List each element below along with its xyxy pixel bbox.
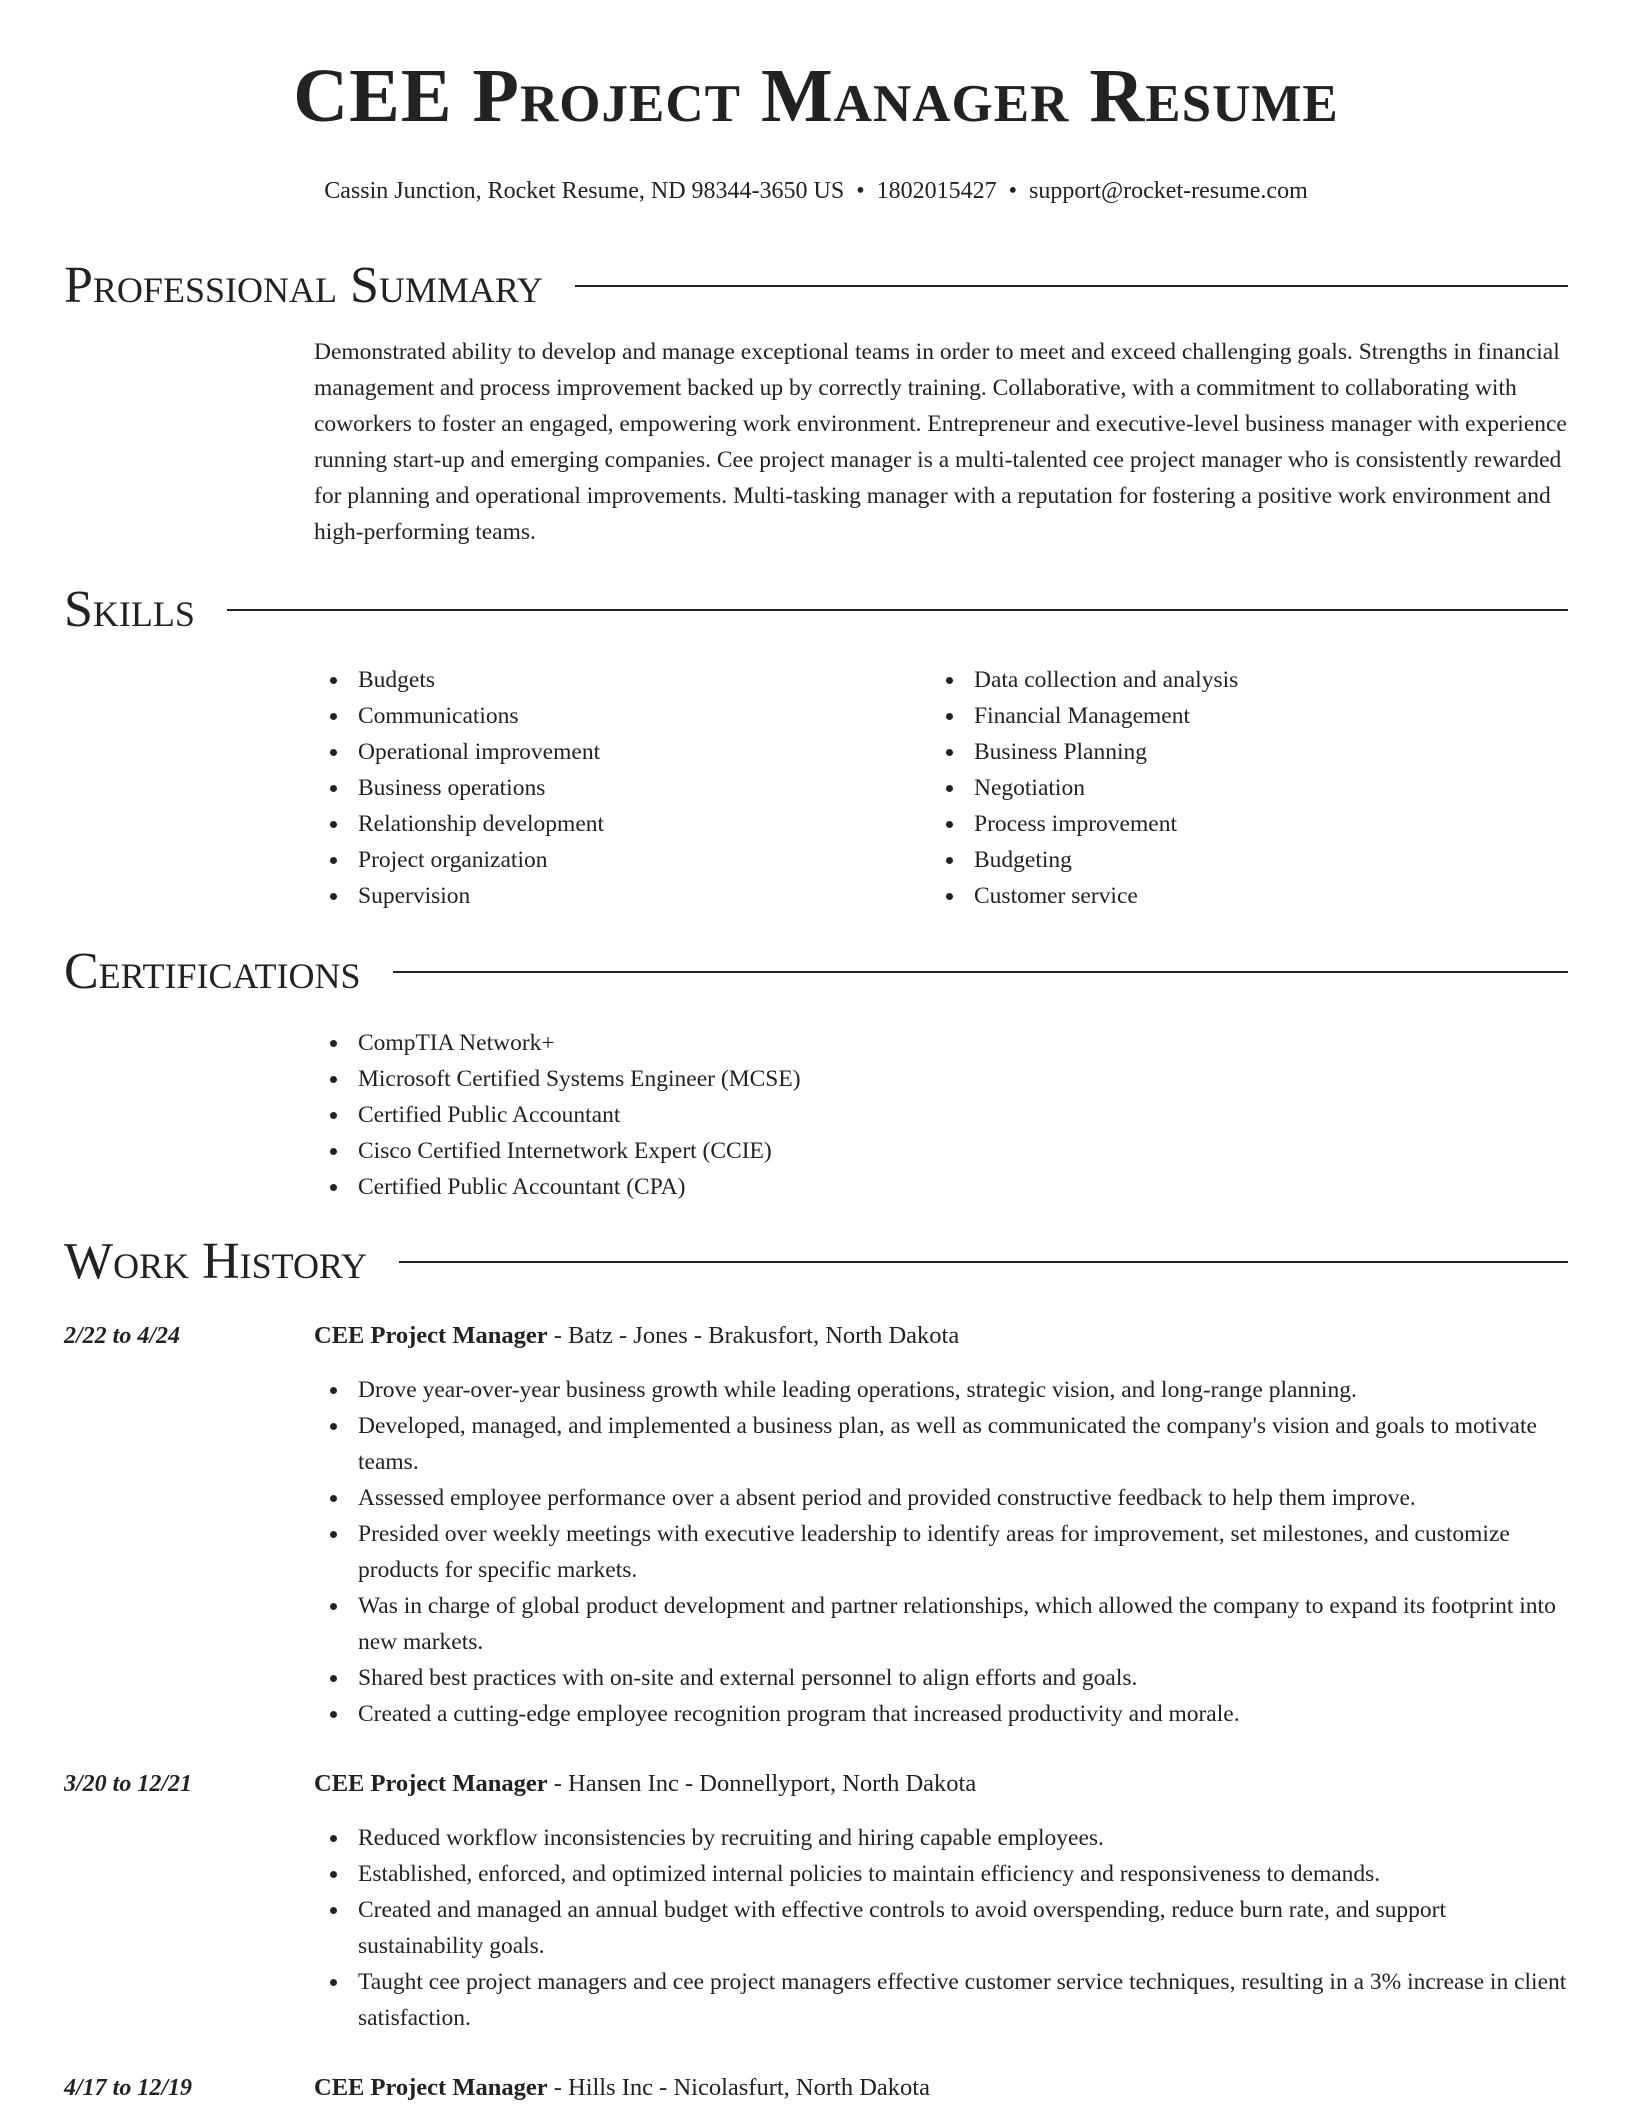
summary-heading: Professional Summary [64,257,543,314]
skills-list-right [930,662,1530,914]
skill-item: Project organization [314,842,914,878]
job-role: CEE Project Manager [314,1770,548,1797]
contact-address: Cassin Junction, Rocket Resume, ND 98344-3650 US [324,178,845,204]
contact-phone: 1802015427 [876,178,997,204]
certification-item: Certified Public Accountant [314,1097,1568,1133]
certification-item: CompTIA Network+ [314,1025,1568,1061]
skill-item: Budgeting [930,842,1530,878]
job-bullet: Developed, managed, and implemented a business plan, as well as communicated the company's vision and goals to motivate teams. [314,1408,1568,1480]
skill-item: Business Planning [930,734,1530,770]
job-bullet-list [314,1372,1568,1732]
certification-item: Cisco Certified Internetwork Expert (CCIE) [314,1133,1568,1169]
certifications-heading: Certifications [64,943,361,1000]
job-title-line [314,2070,930,2106]
section-divider [575,285,1568,287]
skill-item: Negotiation [930,770,1530,806]
contact-line [0,177,1632,205]
work-history-heading: Work History [64,1233,368,1290]
certifications-list [314,1025,1568,1205]
job-bullet: Reduced workflow inconsistencies by recruiting and hiring capable employees. [314,1820,1568,1856]
job-role: CEE Project Manager [314,1322,548,1349]
skill-item: Process improvement [930,806,1530,842]
skills-section-header [64,580,1568,640]
skills-heading: Skills [64,581,195,638]
contact-email[interactable]: support@rocket-resume.com [1029,178,1308,204]
skill-item: Relationship development [314,806,914,842]
resume-title: CEE Project Manager Resume [293,54,1339,138]
job-bullet: Shared best practices with on-site and external personnel to align efforts and goals. [314,1660,1568,1696]
job-role: CEE Project Manager [314,2074,548,2101]
contact-separator: • [856,178,865,204]
job-title-line [314,1766,976,1802]
job-dates: 2/22 to 4/24 [64,1323,181,1349]
skill-item: Supervision [314,878,914,914]
certification-item: Microsoft Certified Systems Engineer (MCSE) [314,1061,1568,1097]
job-bullet-list [314,1820,1568,2036]
job-bullet: Created a cutting-edge employee recognition program that increased productivity and morale. [314,1696,1568,1732]
job-bullet: Presided over weekly meetings with executive leadership to identify areas for improvement, set milestones, and customize products for specific markets. [314,1516,1568,1588]
job-bullet: Created and managed an annual budget with effective controls to avoid overspending, reduce burn rate, and support sustainability goals. [314,1892,1568,1964]
job-details: - Hills Inc - Nicolasfurt, North Dakota [547,2074,930,2101]
contact-separator: • [1008,178,1018,204]
summary-section-header [64,256,1568,316]
job-bullet: Was in charge of global product development and partner relationships, which allowed the company to expand its footprint into new markets. [314,1588,1568,1660]
skill-item: Communications [314,698,914,734]
certifications-section-header [64,942,1568,1002]
skill-item: Budgets [314,662,914,698]
skill-item: Data collection and analysis [930,662,1530,698]
section-divider [393,971,1568,973]
skill-item: Customer service [930,878,1530,914]
job-bullet: Assessed employee performance over a absent period and provided constructive feedback to help them improve. [314,1480,1568,1516]
skills-list-left [314,662,914,914]
section-divider [399,1261,1568,1263]
job-details: - Hansen Inc - Donnellyport, North Dakota [547,1770,977,1797]
job-bullet: Established, enforced, and optimized internal policies to maintain efficiency and responsiveness to demands. [314,1856,1568,1892]
job-details: - Batz - Jones - Brakusfort, North Dakota [547,1322,960,1349]
job-title-line [314,1318,959,1354]
skill-item: Financial Management [930,698,1530,734]
job-bullet: Taught cee project managers and cee project managers effective customer service techniques, resulting in a 3% increase in client satisfaction. [314,1964,1568,2036]
summary-text: Demonstrated ability to develop and manage exceptional teams in order to meet and exceed challenging goals. Strengths in financial management and process improvement backed up by correctly training. Collaborative, with a commitment to collaborating with coworkers to foster an engaged, empowering work environment. Entrepreneur and executive-level business manager with experience running start-up and emerging companies. Cee project manager is a multi-talented cee project manager who is consistently rewarded for planning and operational improvements. Multi-tasking manager with a reputation for fostering a positive work environment and high-performing teams. [314,339,1567,545]
certification-item: Certified Public Accountant (CPA) [314,1169,1568,1205]
skill-item: Business operations [314,770,914,806]
job-bullet: Drove year-over-year business growth while leading operations, strategic vision, and long-range planning. [314,1372,1568,1408]
job-dates: 4/17 to 12/19 [64,2075,193,2101]
work-history-section-header [64,1232,1568,1292]
job-dates: 3/20 to 12/21 [64,1771,193,1797]
section-divider [227,609,1568,611]
skill-item: Operational improvement [314,734,914,770]
